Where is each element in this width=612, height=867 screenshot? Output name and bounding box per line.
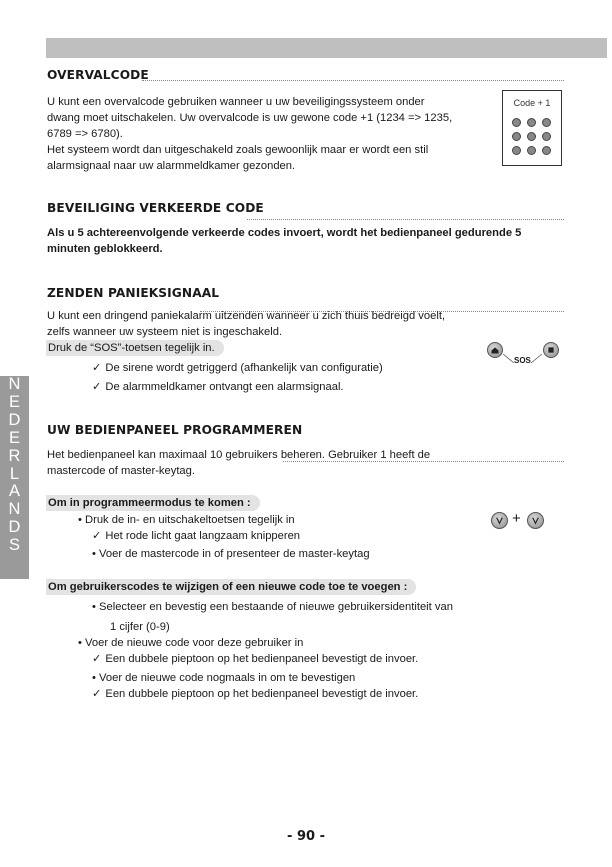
keypad-code-figure: [502, 90, 562, 166]
user-codes-step-3: • Voer de nieuwe code nogmaals in om te bevestigen: [92, 672, 356, 684]
section-divider: [247, 219, 564, 220]
programming-mode-check-1: ✓ Het rode licht gaat langzaam knipperen: [92, 528, 300, 544]
keypad-key-icon: [542, 132, 551, 141]
panic-check-alarm-center: ✓ De alarmmeldkamer ontvangt een alarmsignaal.: [92, 379, 344, 395]
section-body-wrong-code: Als u 5 achtereenvolgende verkeerde codes invoert, wordt het bedienpaneel gedurende 5 minuten geblokkeerd.: [47, 227, 522, 255]
programming-mode-step-2: • Voer de mastercode in of presenteer de master-keytag: [92, 548, 370, 560]
header-bar: [46, 38, 607, 58]
arm-key-icon: [491, 512, 508, 529]
section-title-program-keypad: UW BEDIENPANEEL PROGRAMMEREN: [47, 423, 303, 437]
user-codes-subtitle: Om gebruikerscodes te wijzigen of een nieuwe code toe te voegen :: [46, 579, 416, 595]
user-codes-step-1: • Selecteer en bevestig een bestaande of nieuwe gebruikersidentiteit van: [92, 601, 453, 613]
section-body-overvalcode: U kunt een overvalcode gebruiken wanneer u uw beveiligingssysteem onder dwang moet uitschakelen. Uw overvalcode is uw gewone code +1 (1234 => 1235, 6789 => 6780). Het systeem wordt dan uitgeschakeld zoals gewoonlijk maar er wordt een stil alarmsignaal naar uw alarmmeldkamer gezonden.: [47, 96, 453, 172]
panic-check-siren: ✓ De sirene wordt getriggerd (afhankelijk van configuratie): [92, 360, 383, 376]
section-body-program-keypad: Het bedienpaneel kan maximaal 10 gebruikers beheren. Gebruiker 1 heeft de mastercode of master-keytag.: [47, 449, 431, 477]
section-body-panic-signal: U kunt een dringend paniekalarm uitzenden wanneer u zich thuis bedreigd voelt, zelfs wanneer uw systeem niet is ingeschakeld.: [47, 310, 446, 338]
programming-mode-subtitle: Om in programmeermodus te komen :: [46, 495, 260, 511]
section-title-panic-signal: ZENDEN PANIEKSIGNAAL: [47, 286, 220, 300]
language-side-tab: N E D E R L A N D S: [0, 376, 29, 579]
section-divider: [142, 80, 564, 81]
keypad-key-icon: [542, 118, 551, 127]
disarm-key-icon: [527, 512, 544, 529]
sos-label: SOS: [514, 356, 531, 365]
programming-mode-step-1: • Druk de in- en uitschakeltoetsen tegelijk in: [78, 514, 295, 526]
user-codes-check-1: ✓ Een dubbele pieptoon op het bedienpaneel bevestigt de invoer.: [92, 651, 418, 667]
keypad-key-icon: [542, 146, 551, 155]
panic-instruction-label: Druk de “SOS”-toetsen tegelijk in.: [46, 340, 224, 356]
page-number: - 90 -: [287, 829, 325, 844]
code-plus-one-label: Code + 1: [513, 98, 551, 108]
keypad-key-icon: [527, 118, 536, 127]
partial-arm-key-icon: [543, 342, 559, 358]
user-codes-step-2: • Voer de nieuwe code voor deze gebruiker in: [78, 637, 304, 649]
section-title-wrong-code: BEVEILIGING VERKEERDE CODE: [47, 201, 264, 215]
plus-sign: +: [512, 510, 521, 527]
user-codes-check-2: ✓ Een dubbele pieptoon op het bedienpaneel bevestigt de invoer.: [92, 686, 418, 702]
keypad-key-icon: [527, 132, 536, 141]
keypad-key-icon: [512, 118, 521, 127]
section-title-overvalcode: OVERVALCODE: [47, 68, 149, 82]
user-codes-step-1-continued: 1 cijfer (0-9): [110, 621, 170, 633]
keypad-key-icon: [527, 146, 536, 155]
keypad-key-icon: [512, 132, 521, 141]
keypad-key-icon: [512, 146, 521, 155]
